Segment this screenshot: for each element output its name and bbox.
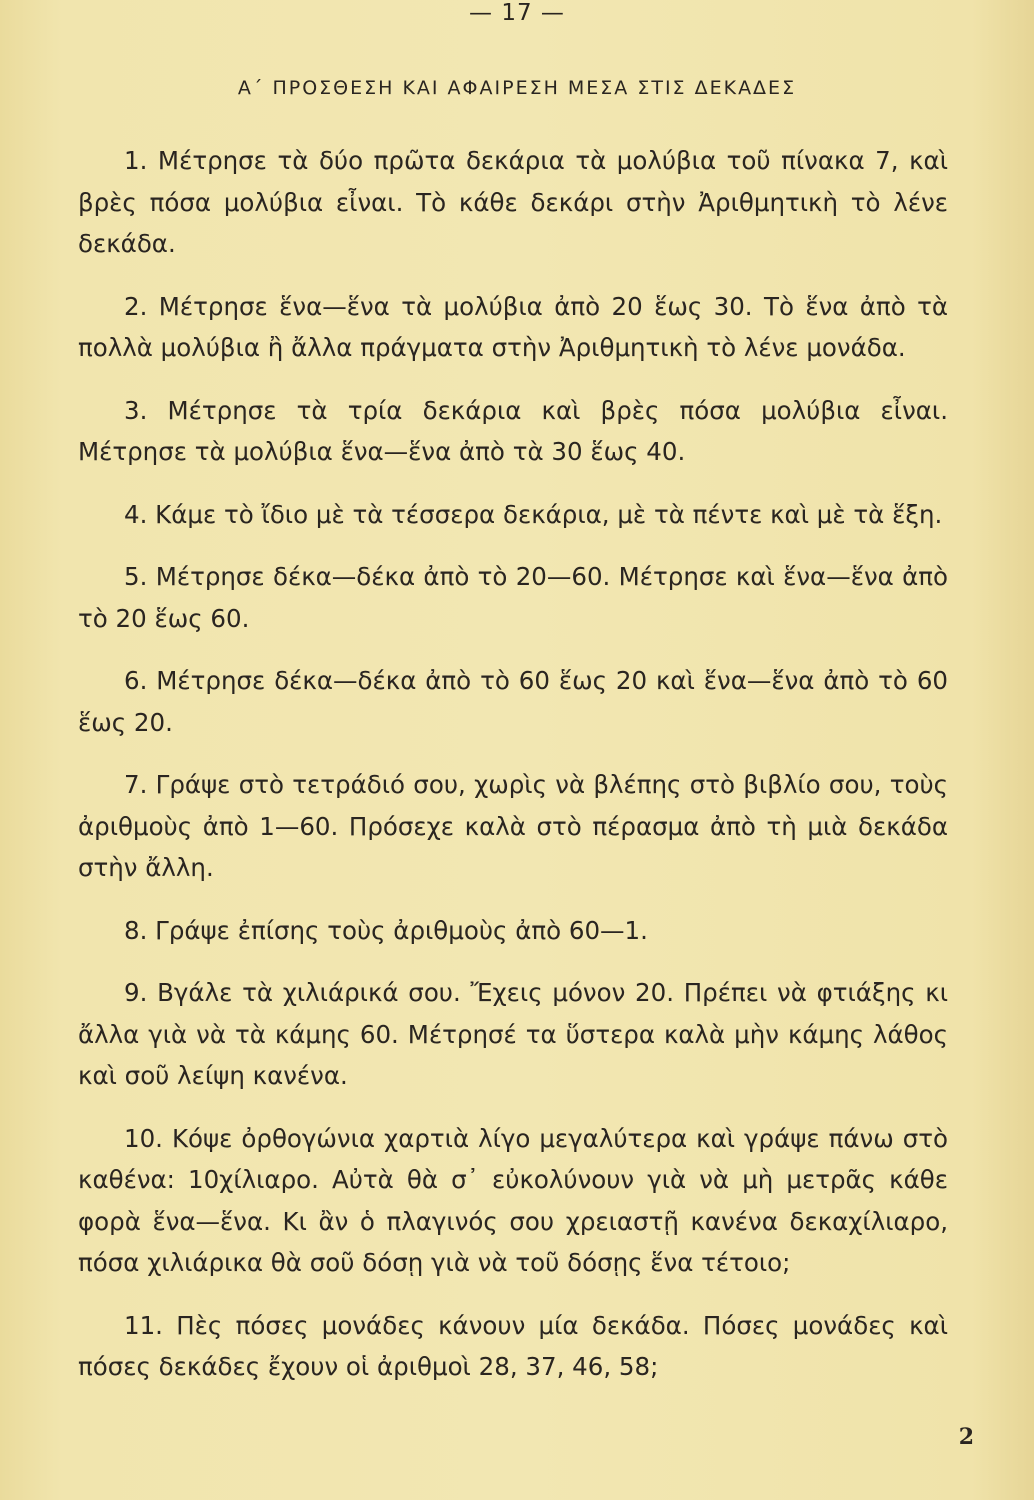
exercise-8: 8. Γράψε ἐπίσης τοὺς ἀριθμοὺς ἀπὸ 60—1. [124, 915, 648, 945]
exercise-3: 3. Μέτρησε τὰ τρία δεκάρια καὶ βρὲς πόσα μολύβια εἶναι. Μέτρησε τὰ μολύβια ἕνα—ἕνα ἀπὸ τὰ 30 ἕως 40. [78, 395, 948, 466]
signature-mark: 2 [958, 1424, 974, 1450]
exercise-list [78, 140, 948, 1409]
section-title: Α΄ ΠΡΟΣΘΕΣΗ ΚΑΙ ΑΦΑΙΡΕΣΗ ΜΕΣΑ ΣΤΙΣ ΔΕΚΑΔΕΣ [237, 77, 797, 99]
exercise-4: 4. Κάμε τὸ ἴδιο μὲ τὰ τέσσερα δεκάρια, μὲ τὰ πέντε καὶ μὲ τὰ ἕξη. [124, 499, 943, 529]
exercise-6: 6. Μέτρησε δέκα—δέκα ἀπὸ τὸ 60 ἕως 20 καὶ ἕνα—ἕνα ἀπὸ τὸ 60 ἕως 20. [78, 666, 948, 737]
exercise-10: 10. Κόψε ὀρθογώνια χαρτιὰ λίγο μεγαλύτερα καὶ γράψε πάνω στὸ καθένα: 10χίλιαρο. Αὐτὰ θὰ σ᾽ εὐκολύνουν γιὰ νὰ μὴ μετρᾶς κάθε φορὰ ἕνα—ἕνα. Κι ἂν ὁ πλαγινός σου χρειαστῇ κανένα δεκαχίλιαρο, πόσα χιλιάρικα θὰ σοῦ δόσῃ γιὰ νὰ τοῦ δόσῃς ἕνα τέτοιο; [78, 1123, 948, 1277]
exercise-9: 9. Βγάλε τὰ χιλιάρικά σου. Ἔχεις μόνον 20. Πρέπει νὰ φτιάξης κι ἄλλα γιὰ νὰ τὰ κάμης 60. Μέτρησέ τα ὕστερα καλὰ μὴν κάμης λάθος καὶ σοῦ λείψη κανένα. [78, 978, 948, 1090]
exercise-1: 1. Μέτρησε τὰ δύο πρῶτα δεκάρια τὰ μολύβια τοῦ πίνακα 7, καὶ βρὲς πόσα μολύβια εἶναι. Τὸ κάθε δεκάρι στὴν Ἀριθμητικὴ τὸ λένε δεκάδα. [78, 146, 948, 258]
exercise-11: 11. Πὲς πόσες μονάδες κάνουν μία δεκάδα. Πόσες μονάδες καὶ πόσες δεκάδες ἔχουν οἱ ἀριθμοὶ 28, 37, 46, 58; [78, 1310, 948, 1381]
exercise-2: 2. Μέτρησε ἕνα—ἕνα τὰ μολύβια ἀπὸ 20 ἕως 30. Τὸ ἕνα ἀπὸ τὰ πολλὰ μολύβια ἢ ἄλλα πράγματα στὴν Ἀριθμητικὴ τὸ λένε μονάδα. [78, 291, 948, 362]
page-number: — 17 — [469, 0, 565, 26]
exercise-7: 7. Γράψε στὸ τετράδιό σου, χωρὶς νὰ βλέπης στὸ βιβλίο σου, τοὺς ἀριθμοὺς ἀπὸ 1—60. Πρόσεχε καλὰ στὸ πέρασμα ἀπὸ τὴ μιὰ δεκάδα στὴν ἄλλη. [78, 770, 948, 882]
exercise-5: 5. Μέτρησε δέκα—δέκα ἀπὸ τὸ 20—60. Μέτρησε καὶ ἕνα—ἕνα ἀπὸ τὸ 20 ἕως 60. [78, 562, 948, 633]
